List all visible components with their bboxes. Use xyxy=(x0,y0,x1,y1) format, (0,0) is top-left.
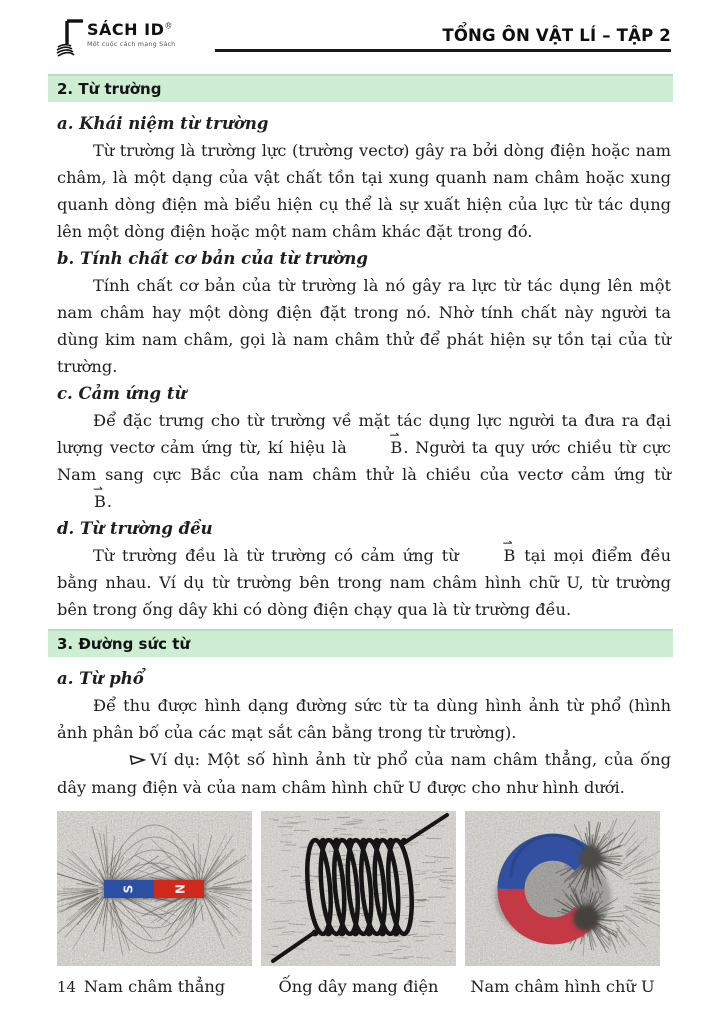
subheading-2a: a. Khái niệm từ trường xyxy=(57,114,269,133)
paragraph-2a: Từ trường là trường lực (trường vectơ) gây ra bởi dòng điện hoặc nam châm, là một dạng của vật chất tồn tại xung quanh nam châm hoặc xung quanh dòng điện mà biểu hiện cụ thể là sự xuất hiện của lực từ tác dụng lên một dòng điện hoặc một nam châm khác đặt trong đó. xyxy=(57,141,671,241)
paragraph-3a: Để thu được hình dạng đường sức từ ta dùng hình ảnh từ phổ (hình ảnh phân bố của các mạt sắt cân bằng trong từ trường). xyxy=(57,696,671,742)
figure-solenoid xyxy=(261,811,456,1000)
registered-mark: ® xyxy=(164,21,173,31)
vector-B-symbol: ⇀ B xyxy=(467,542,517,569)
page-header xyxy=(57,16,671,64)
caption-bar-magnet: Nam châm thẳng xyxy=(83,977,226,996)
section-3-banner: 3. Đường sức từ xyxy=(48,629,673,657)
vector-B-symbol: ⇀ B xyxy=(57,488,107,515)
book-logo-icon xyxy=(55,16,85,58)
example-arrow-icon xyxy=(93,747,146,774)
subheading-2c: c. Cảm ứng từ xyxy=(57,384,187,403)
logo-name: SÁCH ID xyxy=(87,20,165,39)
publisher-logo xyxy=(55,16,175,58)
caption-solenoid: Ống dây mang điện xyxy=(278,977,439,996)
paragraph-2c: Để đặc trưng cho từ trường về mặt tác dụng lực người ta đưa ra đại lượng vectơ cảm ứng từ, kí hiệu là ⇀ B. Người ta quy ước chiều từ cực Nam sang cực Bắc của nam châm thử là chiều của vectơ cảm ứng từ ⇀ B. xyxy=(57,407,671,515)
north-pole-label: N xyxy=(172,883,187,895)
figure-bar-magnet xyxy=(57,811,252,1000)
example-paragraph: Ví dụ: Một số hình ảnh từ phổ của nam châm thẳng, của ống dây mang điện và của nam châm hình chữ U được cho như hình dưới. xyxy=(57,746,671,801)
subheading-2d: d. Từ trường đều xyxy=(57,519,213,538)
subheading-2b: b. Tính chất cơ bản của từ trường xyxy=(57,249,368,268)
bar-magnet xyxy=(103,879,206,899)
paragraph-2b: Tính chất cơ bản của từ trường là nó gây ra lực từ tác dụng lên một nam châm hay một dòng điện đặt trong nó. Nhờ tính chất này người ta dùng kim nam châm, gọi là nam châm thử để phát hiện sự tồn tại của từ trường. xyxy=(57,276,671,376)
subheading-3a: a. Từ phổ xyxy=(57,669,144,688)
bar-magnet-photo xyxy=(57,811,252,966)
figure-horseshoe-magnet xyxy=(465,811,660,1000)
south-pole-label: S xyxy=(121,884,136,894)
section-2-banner: 2. Từ trường xyxy=(48,74,673,102)
page-number: 14 xyxy=(57,978,77,996)
paragraph-2d: Từ trường đều là từ trường có cảm ứng từ ⇀ B tại mọi điểm đều bằng nhau. Ví dụ từ trường bên trong nam châm hình chữ U, từ trường bên trong ống dây khi có dòng điện chạy qua là từ trường đều. xyxy=(57,542,671,623)
solenoid-photo xyxy=(261,811,456,966)
book-title: TỔNG ÔN VẬT LÍ – TẬP 2 xyxy=(442,26,671,45)
logo-tagline: Một cuộc cách mạng Sách xyxy=(87,40,176,48)
vector-B-symbol: ⇀ B xyxy=(353,434,403,461)
figure-row xyxy=(57,811,671,1000)
header-rule xyxy=(215,16,671,52)
horseshoe-magnet-photo xyxy=(465,811,660,966)
caption-horseshoe-magnet: Nam châm hình chữ U xyxy=(470,977,655,996)
